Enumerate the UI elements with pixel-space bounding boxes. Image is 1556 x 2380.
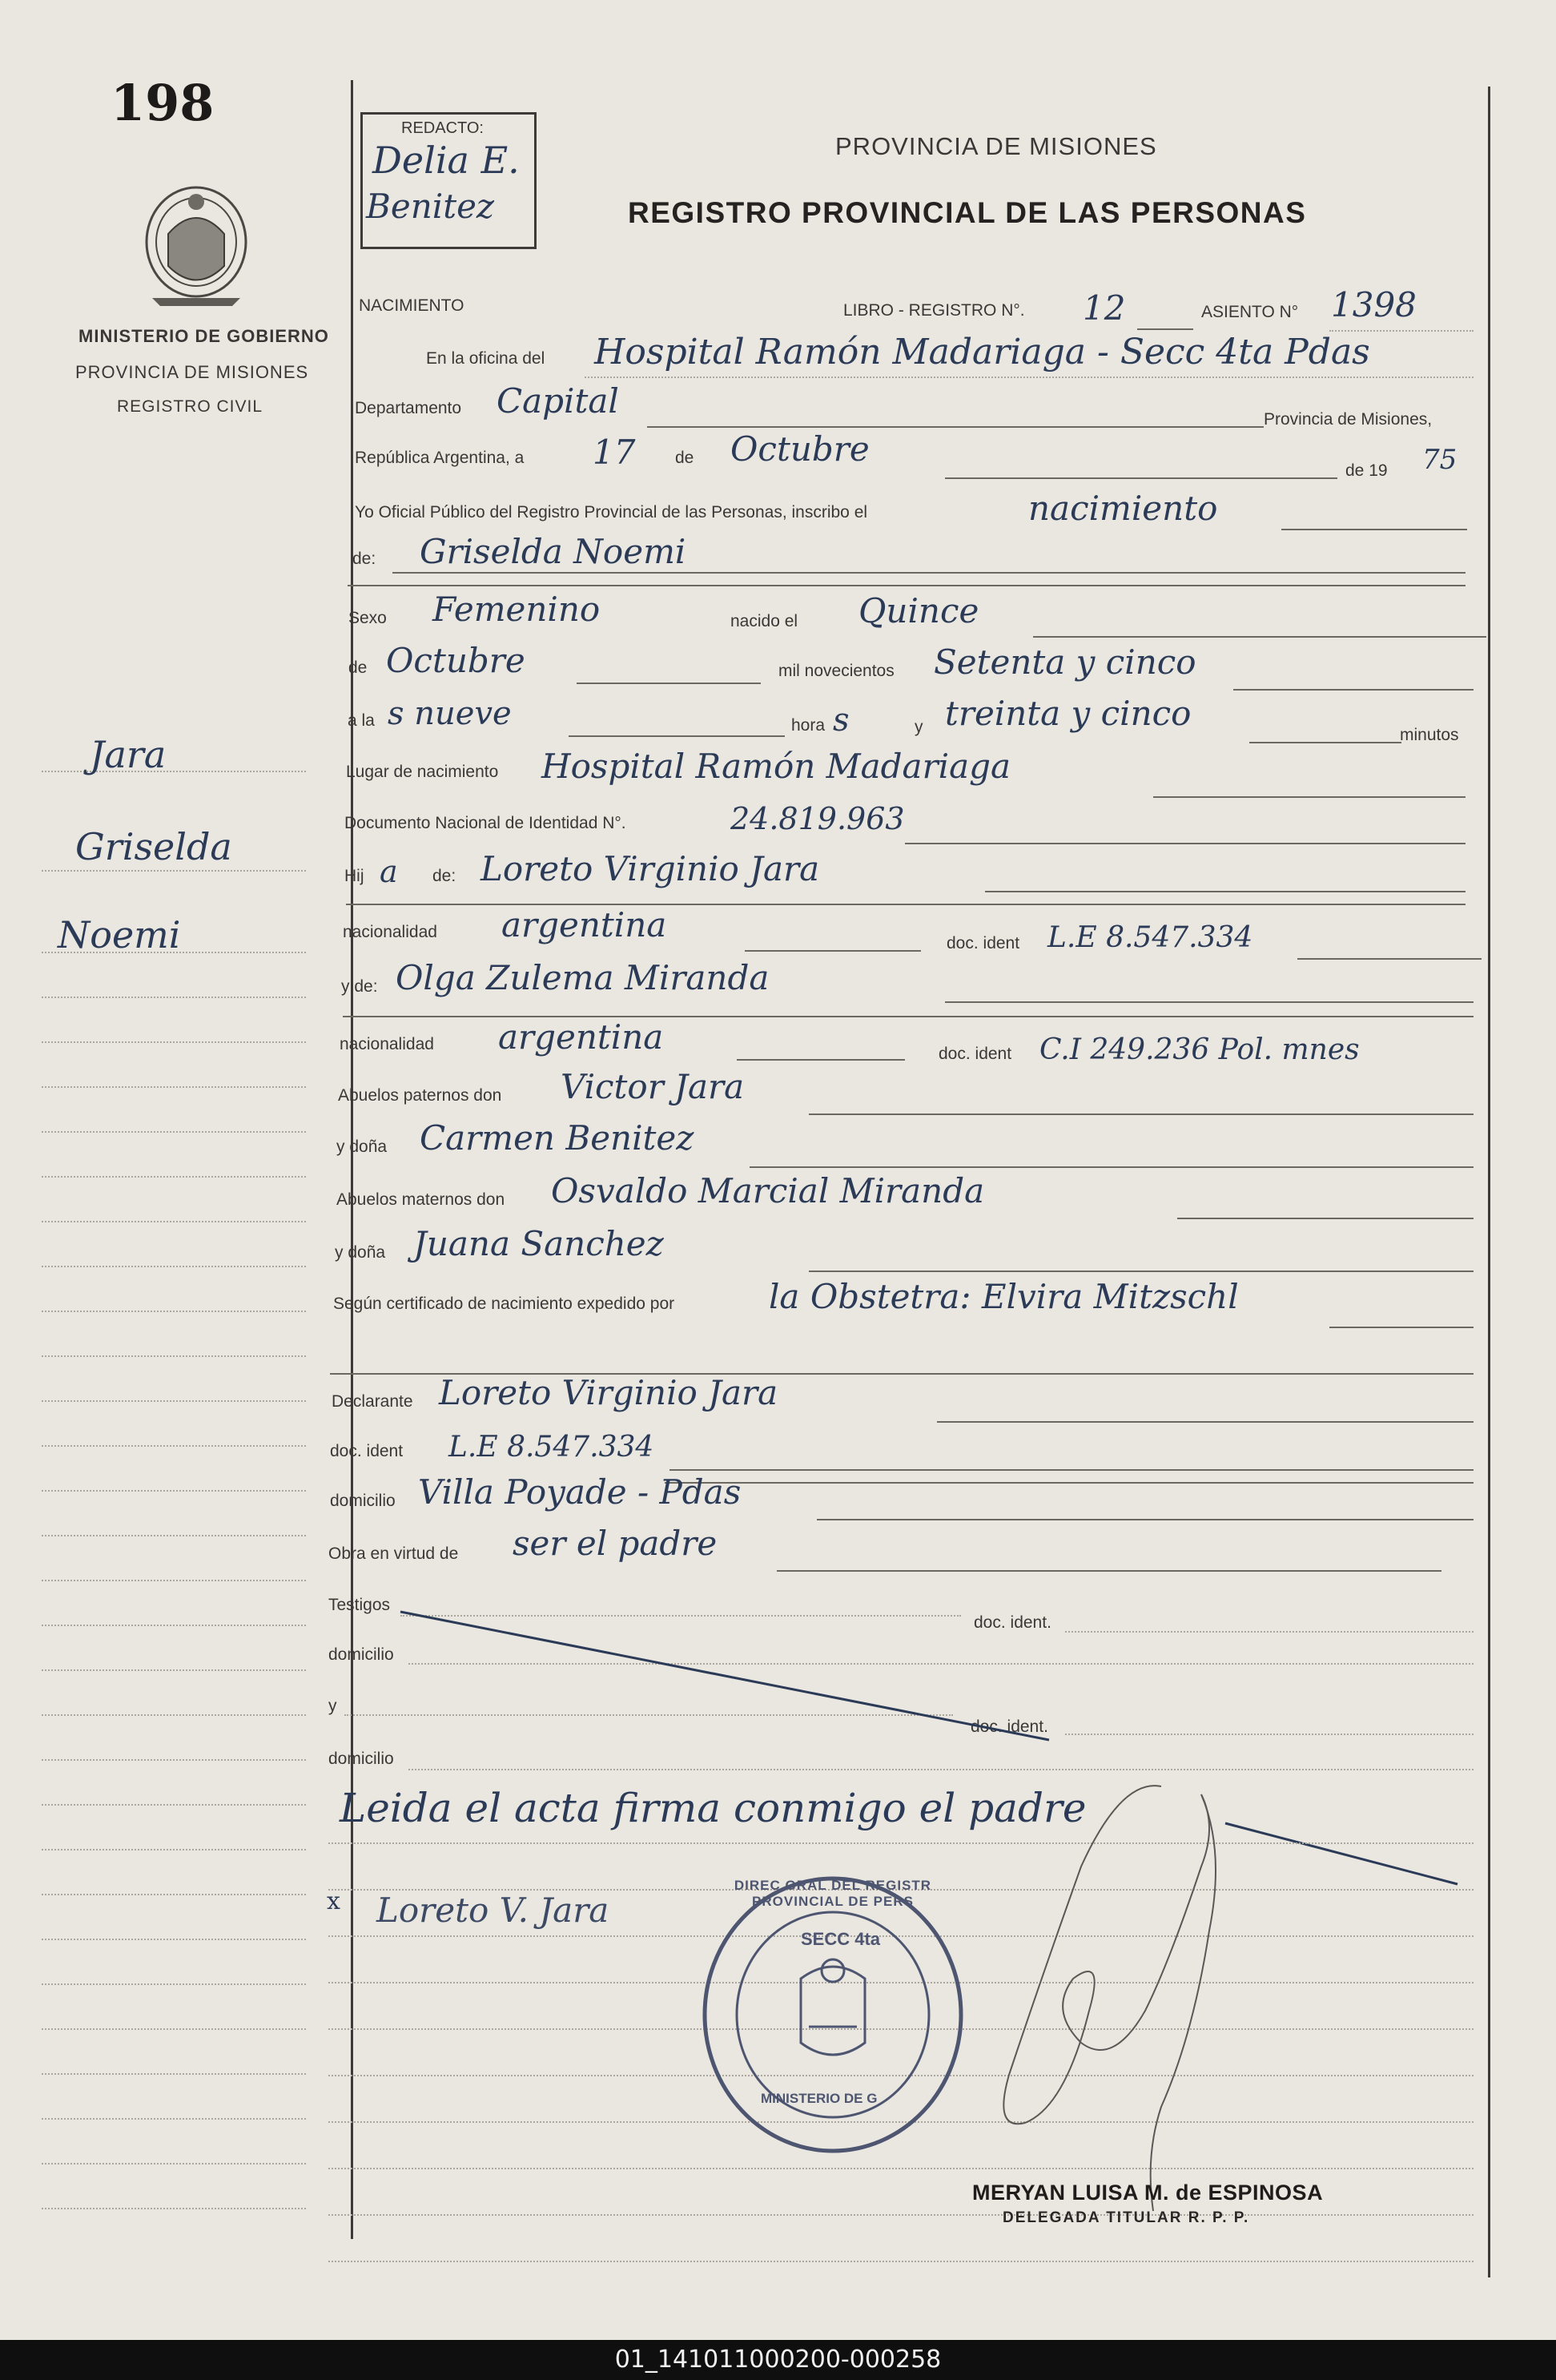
- certificado-value: la Obstetra: Elvira Mitzschl: [769, 1277, 1239, 1316]
- redacto-name-1: Delia E.: [372, 139, 520, 182]
- testigo-doc-label: doc. ident.: [974, 1613, 1051, 1632]
- domicilio-label: domicilio: [330, 1492, 396, 1510]
- redacto-name-2: Benitez: [366, 187, 495, 226]
- official-signature: [961, 1770, 1249, 2219]
- declarante-signature: Loreto V. Jara: [376, 1891, 609, 1930]
- abuelos-paternos-label: Abuelos paternos don: [338, 1086, 502, 1105]
- record-type-label: NACIMIENTO: [359, 296, 464, 315]
- domicilio-value: Villa Poyade - Pdas: [418, 1472, 742, 1512]
- testigo-domicilio-label: domicilio: [328, 1645, 394, 1664]
- page-number: 198: [111, 74, 215, 132]
- signatory-name: MERYAN LUISA M. de ESPINOSA: [972, 2181, 1324, 2205]
- redacto-label: REDACTO:: [401, 119, 484, 137]
- doc-madre-value: C.I 249.236 Pol. mnes: [1039, 1033, 1360, 1066]
- sexo-label: Sexo: [348, 609, 387, 627]
- stamp-text: DIREC GRAL DEL REGISTR PROVINCIAL DE PERS: [734, 1878, 932, 1909]
- de-label: de: [675, 449, 694, 467]
- margin-note-name2: Noemi: [58, 913, 181, 956]
- minutos-label: minutos: [1400, 726, 1459, 744]
- provincia-label: Provincia de Misiones,: [1264, 410, 1433, 429]
- lugar-label: Lugar de nacimiento: [346, 763, 499, 781]
- nacionalidad-padre-value: argentina: [501, 905, 667, 944]
- libro-value: 12: [1083, 288, 1126, 328]
- doc-madre-label: doc. ident: [939, 1045, 1012, 1063]
- lugar-value: Hospital Ramón Madariaga: [541, 747, 1011, 786]
- nacionalidad-madre-value: argentina: [498, 1017, 664, 1057]
- doc-padre-label: doc. ident: [947, 934, 1020, 952]
- declarante-doc-value: L.E 8.547.334: [448, 1431, 654, 1464]
- departamento-label: Departamento: [355, 399, 462, 417]
- nombre-value: Griselda Noemi: [420, 532, 686, 571]
- madre-value: Olga Zulema Miranda: [396, 958, 770, 997]
- dni-label: Documento Nacional de Identidad N°.: [344, 814, 626, 832]
- hijo-suffix: a: [380, 854, 398, 889]
- doc-padre-value: L.E 8.547.334: [1047, 921, 1253, 954]
- asiento-value: 1398: [1331, 285, 1417, 324]
- libro-label: LIBRO - REGISTRO N°.: [843, 301, 1025, 320]
- ministry-label: MINISTERIO DE GOBIERNO: [78, 326, 329, 346]
- dona-materna-label: y doña: [335, 1243, 386, 1262]
- certificado-label: Según certificado de nacimiento expedido por: [333, 1295, 675, 1313]
- day-value: 17: [593, 433, 636, 472]
- republica-label: República Argentina, a: [355, 449, 525, 467]
- obra-label: Obra en virtud de: [328, 1544, 459, 1563]
- hora-value: s nueve: [388, 695, 512, 732]
- header-province: PROVINCIA DE MISIONES: [835, 132, 1157, 160]
- declarante-label: Declarante: [332, 1392, 413, 1411]
- mil-value: Setenta y cinco: [934, 642, 1196, 682]
- margin-note-name1: Griselda: [75, 825, 232, 868]
- de-mes-label: de: [348, 658, 368, 677]
- nacido-label: nacido el: [730, 612, 798, 630]
- testigo2-domicilio-label: domicilio: [328, 1750, 394, 1768]
- padre-value: Loreto Virginio Jara: [480, 849, 820, 888]
- asiento-label: ASIENTO N°: [1201, 303, 1299, 321]
- signatory-title: DELEGADA TITULAR R. P. P.: [1003, 2209, 1250, 2226]
- declarante-value: Loreto Virginio Jara: [439, 1373, 778, 1412]
- oficial-text: Yo Oficial Público del Registro Provincial de las Personas, inscribo el: [355, 503, 868, 522]
- month-value: Octubre: [730, 429, 870, 469]
- abuela-paterna-value: Carmen Benitez: [420, 1118, 694, 1158]
- hijo-de-label: de:: [432, 867, 456, 885]
- abuela-materna-value: Juana Sanchez: [413, 1224, 664, 1263]
- testigos-label: Testigos: [328, 1596, 391, 1614]
- sexo-value: Femenino: [432, 590, 601, 629]
- horas-suffix: s: [833, 702, 850, 739]
- testigo2-y-label: y: [328, 1697, 337, 1715]
- departamento-value: Capital: [497, 381, 619, 421]
- mes2-value: Octubre: [386, 641, 525, 680]
- official-stamp: [689, 1867, 977, 2163]
- nacionalidad-padre-label: nacionalidad: [343, 923, 437, 941]
- abuelo-materno-value: Osvaldo Marcial Miranda: [551, 1171, 985, 1210]
- province-label-left: PROVINCIA DE MISIONES: [75, 362, 309, 382]
- nacionalidad-madre-label: nacionalidad: [340, 1035, 434, 1053]
- abuelos-maternos-label: Abuelos maternos don: [336, 1190, 505, 1209]
- declarante-doc-label: doc. ident: [330, 1442, 404, 1460]
- dni-value: 24.819.963: [730, 801, 905, 836]
- stamp-inner: SECC 4ta: [801, 1929, 881, 1949]
- yde-label: y de:: [341, 977, 378, 996]
- mil-label: mil novecientos: [778, 662, 895, 680]
- dona-paterna-label: y doña: [336, 1138, 388, 1156]
- stamp-inner-2: MINISTERIO DE G: [761, 2091, 878, 2106]
- y-label: y: [915, 718, 923, 736]
- testigo2-doc-label: doc. ident.: [971, 1718, 1048, 1736]
- de-nombre-label: de:: [352, 550, 376, 568]
- inscribo-value: nacimiento: [1028, 489, 1218, 528]
- abuelo-paterno-value: Victor Jara: [561, 1067, 745, 1106]
- oficina-value: Hospital Ramón Madariaga - Secc 4ta Pdas: [594, 332, 1370, 373]
- hijo-label: Hij: [344, 867, 364, 885]
- footer-file-code: 01_141011000200-000258: [0, 2340, 1556, 2380]
- oficina-label: En la oficina del: [426, 349, 545, 368]
- minutos-value: treinta y cinco: [945, 694, 1192, 733]
- horas-label: hora: [791, 716, 826, 735]
- year-label: de 19: [1345, 461, 1388, 480]
- nacido-value: Quince: [858, 591, 979, 630]
- alas-label: a la: [348, 711, 375, 730]
- year-value: 75: [1422, 444, 1457, 476]
- leida-text: Leida el acta firma conmigo el padre: [340, 1785, 1087, 1831]
- obra-value: ser el padre: [513, 1524, 718, 1563]
- margin-note-surname: Jara: [90, 733, 167, 776]
- firma-x-mark: x: [327, 1887, 340, 1915]
- header-title: REGISTRO PROVINCIAL DE LAS PERSONAS: [628, 196, 1307, 229]
- registry-label: REGISTRO CIVIL: [117, 397, 263, 416]
